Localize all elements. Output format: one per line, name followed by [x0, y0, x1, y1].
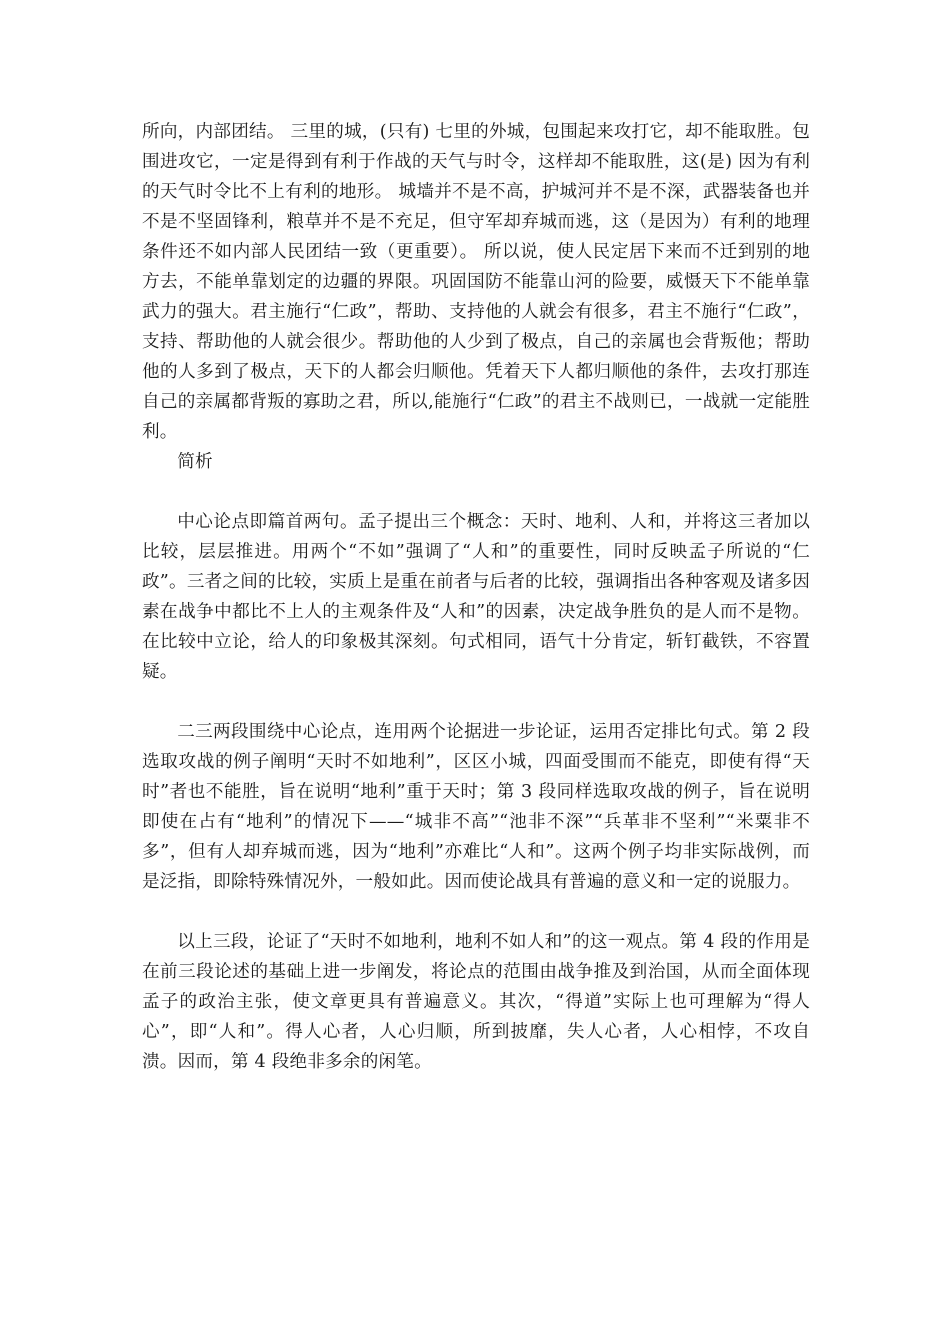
translation-paragraph: 所向，内部团结。 三里的城，(只有) 七里的外城，包围起来攻打它，却不能取胜。包围进攻它，一定是得到有利于作战的天气与时令，这样却不能取胜，这(是) 因为有利的天气时令比不上有利的地形。 城墙并不是不高，护城河并不是不深，武器装备也并不是不坚固锋利，粮草并不是不充足，但守军却弃城而逃，这（是因为）有利的地理条件还不如内部人民团结一致（更重要）。 所以说，使人民定居下来而不迁到别的地方去，不能单靠划定的边疆的界限。巩固国防不能靠山河的险要，威慑天下不能单靠武力的强大。君主施行“仁政”，帮助、支持他的人就会有很多，君主不施行“仁政”，支持、帮助他的人就会很少。帮助他的人少到了极点，自己的亲属也会背叛他；帮助他的人多到了极点，天下的人都会归顺他。凭着天下人都归顺他的条件，去攻打那连自己的亲属都背叛的寡助之君，所以,能施行“仁政”的君主不战则已，一战就一定能胜利。: [142, 122, 810, 442]
analysis-paragraph-1: 中心论点即篇首两句。孟子提出三个概念：天时、地利、人和，并将这三者加以比较，层层推进。用两个“不如”强调了“人和”的重要性，同时反映孟子所说的“仁政”。三者之间的比较，实质上是重在前者与后者的比较，强调指出各种客观及诸多因素在战争中都比不上人的主观条件及“人和”的因素，决定战争胜负的是人而不是物。在比较中立论，给人的印象极其深刻。句式相同，语气十分肯定，斩钉截铁，不容置疑。: [142, 512, 810, 682]
document-page: [142, 117, 810, 1077]
analysis-paragraph-2: 二三两段围绕中心论点，连用两个论据进一步论证，运用否定排比句式。第 2 段选取攻战的例子阐明“天时不如地利”，区区小城，四面受围而不能克，即使有得“天时”者也不能胜，旨在说明“地利”重于天时；第 3 段同样选取攻战的例子，旨在说明即使在占有“地利”的情况下——“城非不高”“池非不深”“兵革非不坚利”“米粟非不多”，但有人却弃城而逃，因为“地利”亦难比“人和”。这两个例子均非实际战例，而是泛指，即除特殊情况外，一般如此。因而使论战具有普遍的意义和一定的说服力。: [142, 722, 810, 892]
analysis-paragraph-3: 以上三段，论证了“天时不如地利，地利不如人和”的这一观点。第 4 段的作用是在前三段论述的基础上进一步阐发，将论点的范围由战争推及到治国，从而全面体现孟子的政治主张，使文章更具有普遍意义。其次，“得道”实际上也可理解为“得人心”，即“人和”。得人心者，人心归顺，所到披靡，失人心者，人心相悖，不攻自溃。因而，第 4 段绝非多余的闲笔。: [142, 932, 810, 1072]
section-heading: 简析: [177, 452, 213, 472]
